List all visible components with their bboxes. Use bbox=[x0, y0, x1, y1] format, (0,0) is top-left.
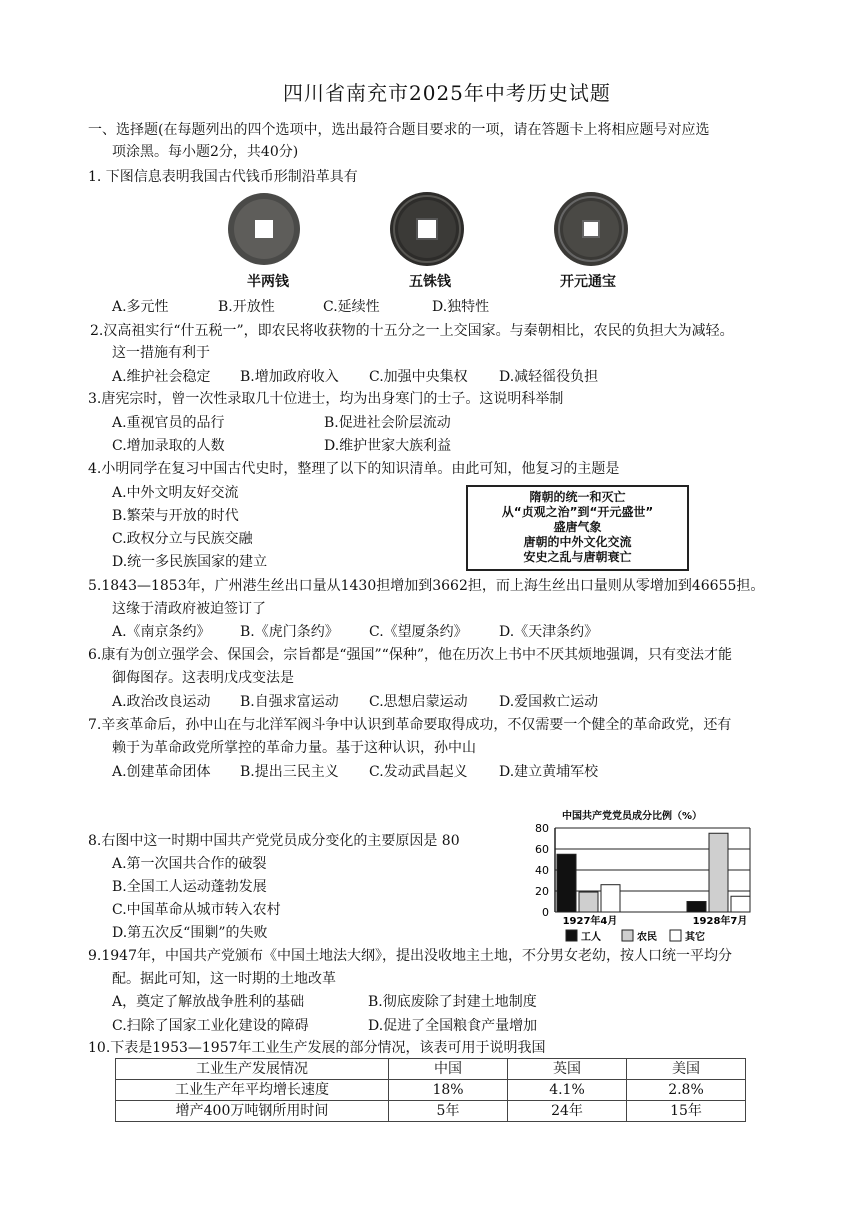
table-cell: 5年 bbox=[389, 1101, 508, 1122]
q10-stem: 10.下表是1953—1957年工业生产发展的部分情况，该表可用于说明我国 bbox=[88, 1040, 546, 1056]
q1-option-c: C.延续性 bbox=[323, 299, 380, 315]
q3-option-b: B.促进社会阶层流动 bbox=[324, 415, 451, 431]
q7-option-c: C.发动武昌起义 bbox=[369, 764, 468, 780]
q6-option-a: A.政治改良运动 bbox=[112, 694, 211, 710]
y-tick-label: 80 bbox=[535, 822, 549, 835]
q8-option-d: D.第五次反“围剿”的失败 bbox=[112, 925, 268, 941]
q3-option-a: A.重视官员的品行 bbox=[112, 415, 225, 431]
coin-label-banliang: 半两钱 bbox=[247, 274, 289, 290]
coin-kaiyuan-image bbox=[552, 190, 642, 270]
table-header-cell: 英国 bbox=[508, 1059, 627, 1080]
y-tick-label: 60 bbox=[535, 843, 549, 856]
coin-banliang-image bbox=[225, 190, 315, 270]
q2-option-d: D.减轻徭役负担 bbox=[499, 369, 599, 385]
chart-title: 中国共产党党员成分比例（%） bbox=[562, 811, 703, 822]
q4-option-a: A.中外文明友好交流 bbox=[112, 485, 239, 501]
section-instructions-line2: 项涂黑。每小题2分，共40分) bbox=[112, 144, 299, 160]
q9-stem-line1: 9.1947年，中国共产党颁布《中国土地法大纲》，提出没收地主土地，不分男女老幼，按人口统一平均分 bbox=[88, 948, 732, 964]
q6-stem-line1: 6.康有为创立强学会、保国会，宗旨都是“强国”“保种”，他在历次上书中不厌其烦地强调，只有变法才能 bbox=[88, 647, 732, 663]
q7-option-b: B.提出三民主义 bbox=[240, 764, 339, 780]
q7-stem-line2: 赖于为革命政党所掌控的革命力量。基于这种认识，孙中山 bbox=[112, 740, 476, 756]
q3-stem: 3.唐宪宗时，曾一次性录取几十位进士，均为出身寒门的士子。这说明科举制 bbox=[88, 391, 564, 407]
table-cell: 增产400万吨钢所用时间 bbox=[116, 1101, 389, 1122]
q7-option-a: A.创建革命团体 bbox=[112, 764, 211, 780]
q4-list-item: 盛唐气象 bbox=[553, 520, 602, 534]
q8-option-c: C.中国革命从城市转入农村 bbox=[112, 902, 281, 918]
legend-swatch bbox=[566, 930, 577, 941]
table-header-cell: 中国 bbox=[389, 1059, 508, 1080]
table-header-cell: 美国 bbox=[627, 1059, 746, 1080]
table-cell: 15年 bbox=[627, 1101, 746, 1122]
q1-stem: 1. 下图信息表明我国古代钱币形制沿革具有 bbox=[88, 169, 358, 185]
q4-list-item: 隋朝的统一和灭亡 bbox=[529, 490, 626, 504]
bar-1-0 bbox=[687, 902, 706, 913]
y-tick-label: 20 bbox=[535, 885, 549, 898]
q9-option-a: A，奠定了解放战争胜利的基础 bbox=[112, 994, 305, 1010]
chart-bars bbox=[557, 833, 750, 912]
legend-swatch bbox=[670, 930, 681, 941]
q9-option-b: B.彻底废除了封建土地制度 bbox=[368, 994, 537, 1010]
q6-stem-line2: 御侮图存。这表明戊戌变法是 bbox=[112, 670, 294, 686]
q1-option-d: D.独特性 bbox=[432, 299, 490, 315]
q4-list-item: 安史之乱与唐朝衰亡 bbox=[523, 550, 632, 564]
q7-stem-line1: 7.辛亥革命后，孙中山在与北洋军阀斗争中认识到革命要取得成功，不仅需要一个健全的革命政党，还有 bbox=[88, 717, 732, 733]
q2-option-a: A.维护社会稳定 bbox=[112, 369, 211, 385]
chart-x-axis bbox=[563, 914, 748, 927]
q4-option-d: D.统一多民族国家的建立 bbox=[112, 554, 268, 570]
q9-option-c: C.扫除了国家工业化建设的障碍 bbox=[112, 1018, 309, 1034]
q4-option-c: C.政权分立与民族交融 bbox=[112, 531, 253, 547]
table-cell: 18% bbox=[389, 1080, 508, 1101]
y-tick-label: 0 bbox=[542, 906, 549, 919]
q1-option-b: B.开放性 bbox=[218, 299, 275, 315]
table-cell: 工业生产年平均增长速度 bbox=[116, 1080, 389, 1101]
q4-stem: 4.小明同学在复习中国古代史时，整理了以下的知识清单。由此可知，他复习的主题是 bbox=[88, 461, 620, 477]
q5-option-d: D.《天津条约》 bbox=[499, 624, 599, 640]
q4-option-b: B.繁荣与开放的时代 bbox=[112, 508, 239, 524]
coin-wuzhu-image bbox=[388, 190, 478, 270]
q4-list-item: 从“贞观之治”到“开元盛世” bbox=[501, 505, 654, 519]
q2-stem-line1: 2.汉高祖实行“什五税一”，即农民将收获物的十五分之一上交国家。与秦朝相比，农民的负担大为减轻。 bbox=[90, 323, 734, 339]
table-row bbox=[116, 1080, 746, 1101]
q8-stem: 8.右图中这一时期中国共产党党员成分变化的主要原因是 80 bbox=[88, 833, 460, 849]
q5-option-b: B.《虎门条约》 bbox=[240, 624, 339, 640]
table-cell: 4.1% bbox=[508, 1080, 627, 1101]
q3-option-c: C.增加录取的人数 bbox=[112, 438, 225, 454]
table-header-cell: 工业生产发展情况 bbox=[116, 1059, 389, 1080]
q5-stem-line1: 5.1843—1853年，广州港生丝出口量从1430担增加到3662担，而上海生丝出口量则从零增加到46655担。 bbox=[88, 578, 765, 594]
q2-option-c: C.加强中央集权 bbox=[369, 369, 468, 385]
q3-option-d: D.维护世家大族利益 bbox=[324, 438, 452, 454]
q6-option-c: C.思想启蒙运动 bbox=[369, 694, 468, 710]
table-header-row bbox=[116, 1059, 746, 1080]
x-tick-label: 1928年7月 bbox=[692, 916, 748, 927]
legend-label: 工人 bbox=[581, 932, 601, 943]
q5-option-a: A.《南京条约》 bbox=[112, 624, 211, 640]
coin-label-kaiyuan: 开元通宝 bbox=[560, 274, 616, 290]
table-cell: 2.8% bbox=[627, 1080, 746, 1101]
bar-0-0 bbox=[557, 854, 576, 912]
chart-legend bbox=[566, 930, 705, 943]
q6-option-b: B.自强求富运动 bbox=[240, 694, 339, 710]
table-row bbox=[116, 1101, 746, 1122]
bar-1-1 bbox=[709, 833, 728, 912]
q8-option-b: B.全国工人运动蓬勃发展 bbox=[112, 879, 267, 895]
bar-1-2 bbox=[731, 896, 750, 912]
industry-comparison-table bbox=[115, 1058, 746, 1122]
table-cell: 24年 bbox=[508, 1101, 627, 1122]
legend-label: 农民 bbox=[637, 932, 657, 943]
section-instructions-line1: 一、选择题(在每题列出的四个选项中，选出最符合题目要求的一项，请在答题卡上将相应题号对应选 bbox=[88, 122, 710, 138]
bar-0-1 bbox=[579, 892, 598, 912]
q4-list-item: 唐朝的中外文化交流 bbox=[523, 535, 632, 549]
x-tick-label: 1927年4月 bbox=[562, 916, 618, 927]
q8-option-a: A.第一次国共合作的破裂 bbox=[112, 856, 267, 872]
chart-y-axis bbox=[535, 822, 549, 919]
bar-0-2 bbox=[601, 885, 620, 912]
page-title: 四川省南充市2025年中考历史试题 bbox=[283, 81, 611, 105]
q2-stem-line2: 这一措施有利于 bbox=[112, 345, 210, 361]
q7-option-d: D.建立黄埔军校 bbox=[499, 764, 599, 780]
y-tick-label: 40 bbox=[535, 864, 549, 877]
q2-option-b: B.增加政府收入 bbox=[240, 369, 339, 385]
coin-label-wuzhu: 五铢钱 bbox=[409, 274, 451, 290]
legend-label: 其它 bbox=[685, 932, 705, 943]
q5-stem-line2: 这缘于清政府被迫签订了 bbox=[112, 601, 266, 617]
q6-option-d: D.爱国救亡运动 bbox=[499, 694, 599, 710]
q9-stem-line2: 配。据此可知，这一时期的土地改革 bbox=[112, 971, 336, 987]
legend-swatch bbox=[622, 930, 633, 941]
q9-option-d: D.促进了全国粮食产量增加 bbox=[368, 1018, 538, 1034]
party-composition-chart bbox=[510, 804, 760, 946]
q1-option-a: A.多元性 bbox=[112, 299, 169, 315]
q4-knowledge-list-box bbox=[466, 485, 689, 571]
q5-option-c: C.《望厦条约》 bbox=[369, 624, 468, 640]
